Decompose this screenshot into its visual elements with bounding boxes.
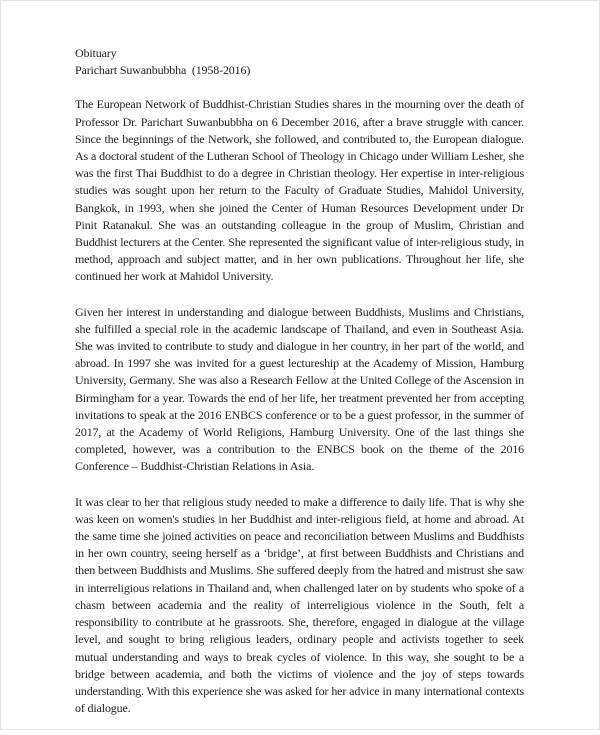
paragraph-1: The European Network of Buddhist-Christian Studies shares in the mourning over the death of Professor Dr. Parichart Suwanbubbha on 6 December 2016, after a brave struggle with cancer. Since the beginnings of the Network, she followed, and contributed to, the European dialogue. As a doctoral student of the Lutheran School of Theology in Chicago under William Lesher, she was the first Thai Buddhist to do a degree in Christian theology. Her expertise in inter-religious studies was sought upon her return to the Faculty of Graduate Studies, Mahidol University, Bangkok, in 1993, when she joined the Center of Human Resources Development under Dr Pinit Ratanakul. She was an outstanding colleague in the group of Muslim, Christian and Buddhist lecturers at the Center. She represented the significant value of inter-religious study, in method, approach and subject matter, and in her own publications. Throughout her life, she continued her work at Mahidol University. xyxy=(75,97,524,284)
document-header xyxy=(75,45,524,79)
document-label: Obituary xyxy=(75,46,117,60)
paragraph-2: Given her interest in understanding and dialogue between Buddhists, Muslims and Christians, she fulfilled a special role in the academic landscape of Thailand, and even in Southeast Asia. She was invited to contribute to study and dialogue in her country, in her part of the world, and abroad. In 1997 she was invited for a guest lectureship at the Academy of Mission, Hamburg University, Germany. She was also a Research Fellow at the United College of the Ascension in Birmingham for a year. Towards the end of her life, her treatment prevented her from accepting invitations to speak at the 2016 ENBCS conference or to be a guest professor, in the summer of 2017, at the Academy of World Religions, Hamburg University. One of the last things she completed, however, was a contribution to the ENBCS book on the theme of the 2016 Conference – Buddhist-Christian Relations in Asia. xyxy=(75,304,524,474)
document-body xyxy=(75,45,524,735)
paragraph-3: It was clear to her that religious study needed to make a difference to daily life. That is why she was keen on women's studies in her Buddhist and inter-religious field, at home and abroad. At the same time she joined activities on peace and reconciliation between Muslims and Buddhists in her own country, seeing herself as a ‘bridge’, at first between Buddhists and Christians and then between Buddhists and Muslims. She suffered deeply from the hatred and mistrust she saw in interreligious relations in Thailand and, when challenged later on by students who spoke of a chasm between academia and the reality of interreligious violence in the South, felt a responsibility to contribute at he grassroots. She, therefore, engaged in dialogue at the village level, and sought to bring religious leaders, ordinary people and activists together to seek mutual understanding and ways to break cycles of violence. In this way, she sought to be a bridge between academia, and both the victims of violence and the joy of steps towards understanding. With this experience she was asked for her advice in many international contexts of dialogue. xyxy=(75,494,524,716)
obituary-name-line: Parichart Suwanbubbha (1958-2016) xyxy=(75,63,251,78)
